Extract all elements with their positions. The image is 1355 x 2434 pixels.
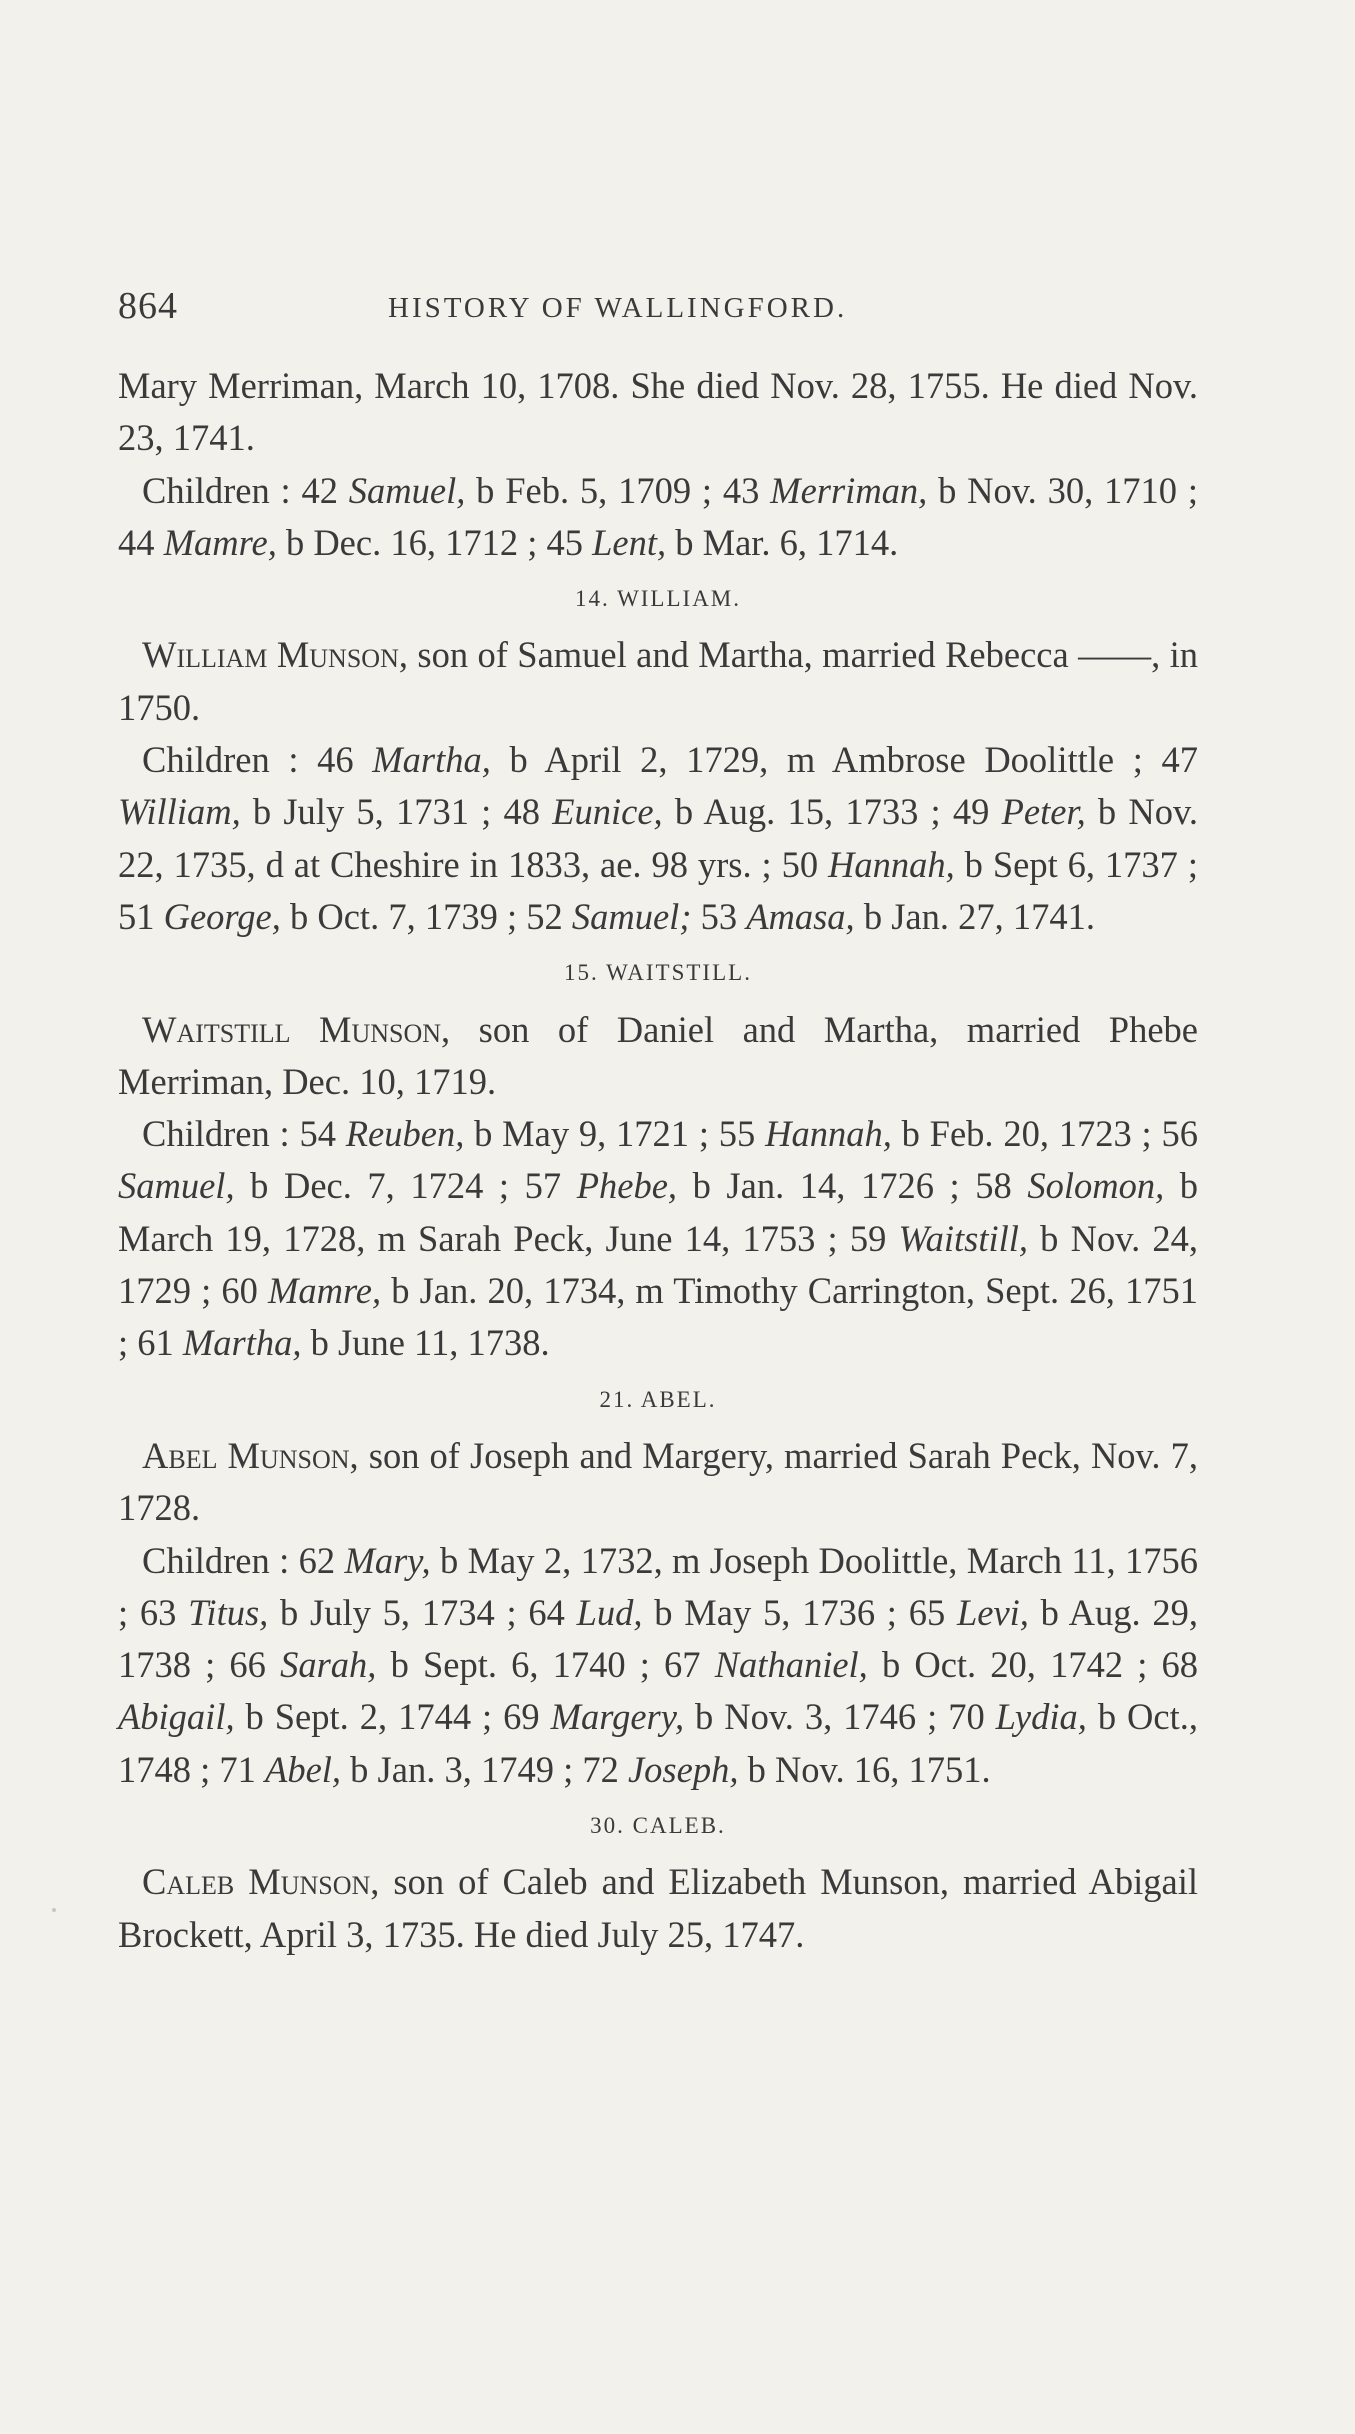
child-name: Titus,	[188, 1591, 269, 1633]
child-name: Peter,	[1001, 791, 1086, 833]
page-number: 864	[118, 285, 178, 327]
child-name: Martha,	[372, 739, 491, 781]
child-name: Lent,	[592, 521, 667, 563]
intro-paragraph: Mary Merriman, March 10, 1708. She died Nov. 28, 1755. He died Nov. 23, 1741.	[118, 365, 1198, 459]
child-name: Amasa,	[746, 895, 855, 937]
child-name: Samuel;	[571, 895, 692, 937]
child-name: Hannah,	[828, 843, 955, 885]
paper-speck	[52, 1908, 56, 1912]
child-name: Margery,	[550, 1696, 685, 1738]
waitstill-children-paragraph: Children : 54 Reuben, b May 9, 1721 ; 55 Hannah, b Feb. 20, 1723 ; 56 Samuel, b Dec. 7, 1724 ; 57 Phebe, b Jan. 14, 1726 ; 58 Solomon, b March 19, 1728, m Sarah Peck, June 14, 1753 ; 59 Waitstill, b Nov. 24, 1729 ; 60 Mamre, b Jan. 20, 1734, m Timothy Carrington, Sept. 26, 1751 ; 61 Martha, b June 11, 1738.	[118, 1113, 1199, 1364]
child-name: Mary,	[344, 1539, 431, 1581]
abel-paragraph: Abel Munson, son of Joseph and Margery, married Sarah Peck, Nov. 7, 1728.	[118, 1434, 1199, 1529]
person-name: Abel Munson,	[142, 1434, 359, 1476]
section-heading-abel: 21. ABEL.	[599, 1386, 717, 1412]
child-name: Mamre,	[267, 1270, 382, 1312]
child-name: Lydia,	[995, 1696, 1087, 1738]
person-name: Caleb Munson,	[142, 1861, 380, 1903]
child-name: Abigail,	[118, 1696, 235, 1738]
child-name: Hannah,	[765, 1113, 892, 1155]
child-name: Joseph,	[627, 1748, 739, 1790]
child-name: Lud,	[576, 1591, 643, 1633]
child-name: Abel,	[265, 1748, 342, 1790]
child-name: Eunice,	[552, 791, 663, 833]
child-name: Solomon,	[1027, 1165, 1165, 1207]
child-name: Phebe,	[576, 1165, 678, 1207]
child-name: Waitstill,	[898, 1217, 1029, 1259]
person-name: William Munson,	[142, 634, 408, 676]
section-heading-caleb: 30. CALEB.	[590, 1813, 726, 1839]
child-name: Reuben,	[345, 1113, 465, 1155]
page-body	[118, 360, 1198, 1961]
child-name: George,	[163, 895, 281, 937]
abel-children-paragraph: Children : 62 Mary, b May 2, 1732, m Joseph Doolittle, March 11, 1756 ; 63 Titus, b July 5, 1734 ; 64 Lud, b May 5, 1736 ; 65 Levi, b Aug. 29, 1738 ; 66 Sarah, b Sept. 6, 1740 ; 67 Nathaniel, b Oct. 20, 1742 ; 68 Abigail, b Sept. 2, 1744 ; 69 Margery, b Nov. 3, 1746 ; 70 Lydia, b Oct., 1748 ; 71 Abel, b Jan. 3, 1749 ; 72 Joseph, b Nov. 16, 1751.	[118, 1539, 1199, 1790]
child-name: Samuel,	[348, 469, 466, 511]
waitstill-paragraph: Waitstill Munson, son of Daniel and Martha, married Phebe Merriman, Dec. 10, 1719.	[118, 1008, 1198, 1102]
intro-children-paragraph: Children : 42 Samuel, b Feb. 5, 1709 ; 43 Merriman, b Nov. 30, 1710 ; 44 Mamre, b Dec. 16, 1712 ; 45 Lent, b Mar. 6, 1714.	[118, 469, 1198, 563]
child-name: Samuel,	[118, 1165, 235, 1207]
william-paragraph: William Munson, son of Samuel and Martha, married Rebecca ——, in 1750.	[118, 634, 1198, 728]
child-name: Martha,	[182, 1322, 302, 1364]
section-heading-william: 14. WILLIAM.	[574, 586, 742, 612]
page-header	[118, 284, 1198, 334]
person-name: Waitstill Munson,	[142, 1008, 451, 1050]
running-title: HISTORY OF WALLINGFORD.	[388, 292, 848, 324]
child-name: Mamre,	[163, 521, 277, 563]
child-name: William,	[118, 791, 241, 833]
william-children-paragraph: Children : 46 Martha, b April 2, 1729, m Ambrose Doolittle ; 47 William, b July 5, 1731 ; 48 Eunice, b Aug. 15, 1733 ; 49 Peter, b Nov. 22, 1735, d at Cheshire in 1833, ae. 98 yrs. ; 50 Hannah, b Sept 6, 1737 ; 51 George, b Oct. 7, 1739 ; 52 Samuel; 53 Amasa, b Jan. 27, 1741.	[118, 739, 1198, 937]
section-heading-waitstill: 15. WAITSTILL.	[564, 960, 752, 986]
child-name: Nathaniel,	[714, 1644, 868, 1686]
child-name: Levi,	[956, 1591, 1029, 1633]
caleb-paragraph: Caleb Munson, son of Caleb and Elizabeth Munson, married Abigail Brockett, April 3, 1735. He died July 25, 1747.	[118, 1861, 1198, 1955]
child-name: Merriman,	[770, 469, 928, 511]
child-name: Sarah,	[280, 1644, 377, 1686]
